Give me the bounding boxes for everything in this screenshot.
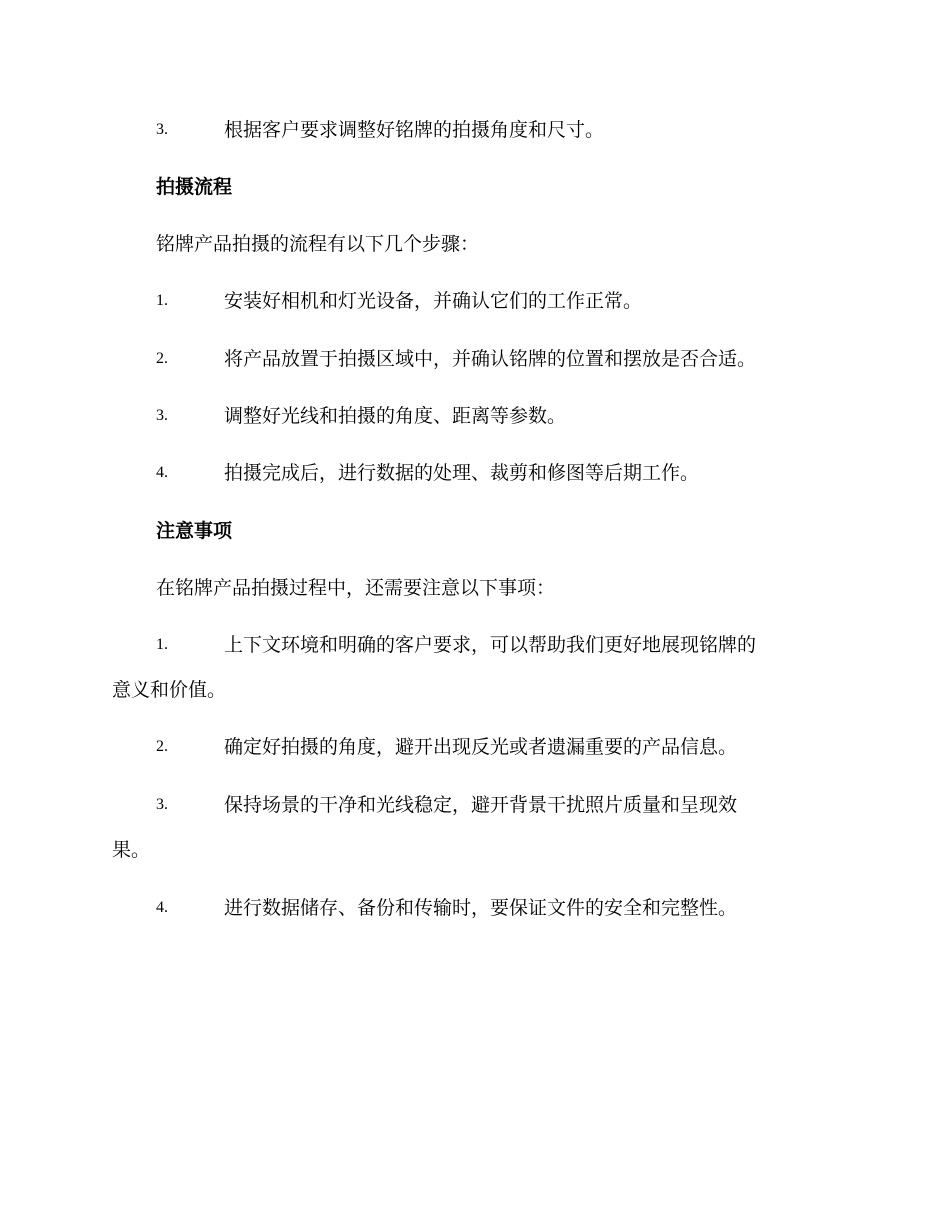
list-text: 调整好光线和拍摄的角度、距离等参数。 xyxy=(224,405,567,427)
list-number: 3. xyxy=(156,796,168,813)
list-item-continuation xyxy=(0,836,950,864)
list-text: 安装好相机和灯光设备，并确认它们的工作正常。 xyxy=(224,290,643,312)
section-heading-process xyxy=(0,173,950,201)
intro-text: 铭牌产品拍摄的流程有以下几个步骤： xyxy=(156,233,480,255)
list-text: 确定好拍摄的角度，避开出现反光或者遗漏重要的产品信息。 xyxy=(224,736,738,758)
list-item xyxy=(0,733,950,761)
list-item-continuation xyxy=(0,676,950,704)
list-item xyxy=(0,631,950,659)
list-text: 进行数据储存、备份和传输时，要保证文件的安全和完整性。 xyxy=(224,897,738,919)
list-text: 将产品放置于拍摄区域中，并确认铭牌的位置和摆放是否合适。 xyxy=(224,348,757,370)
section-intro-notes xyxy=(0,574,950,602)
list-text: 根据客户要求调整好铭牌的拍摄角度和尺寸。 xyxy=(224,119,605,141)
list-text-continuation: 果。 xyxy=(112,839,151,861)
list-number: 3. xyxy=(156,407,168,424)
list-item xyxy=(0,116,950,144)
list-number: 4. xyxy=(156,464,168,481)
section-heading-notes xyxy=(0,517,950,545)
list-item xyxy=(0,345,950,373)
list-item xyxy=(0,402,950,430)
list-item xyxy=(0,791,950,819)
list-number: 4. xyxy=(156,899,168,916)
intro-text: 在铭牌产品拍摄过程中，还需要注意以下事项： xyxy=(156,577,556,599)
list-text: 保持场景的干净和光线稳定，避开背景干扰照片质量和呈现效 xyxy=(224,794,738,816)
list-item xyxy=(0,894,950,922)
list-number: 1. xyxy=(156,636,168,653)
list-number: 1. xyxy=(156,292,168,309)
list-item xyxy=(0,287,950,315)
list-text: 拍摄完成后，进行数据的处理、裁剪和修图等后期工作。 xyxy=(224,462,700,484)
section-intro-process xyxy=(0,230,950,258)
list-text-continuation: 意义和价值。 xyxy=(112,679,227,701)
list-number: 2. xyxy=(156,350,168,367)
heading-text: 注意事项 xyxy=(156,520,233,542)
list-text: 上下文环境和明确的客户要求，可以帮助我们更好地展现铭牌的 xyxy=(224,634,757,656)
list-item xyxy=(0,459,950,487)
list-number: 3. xyxy=(156,121,168,138)
list-number: 2. xyxy=(156,738,168,755)
heading-text: 拍摄流程 xyxy=(156,176,233,198)
